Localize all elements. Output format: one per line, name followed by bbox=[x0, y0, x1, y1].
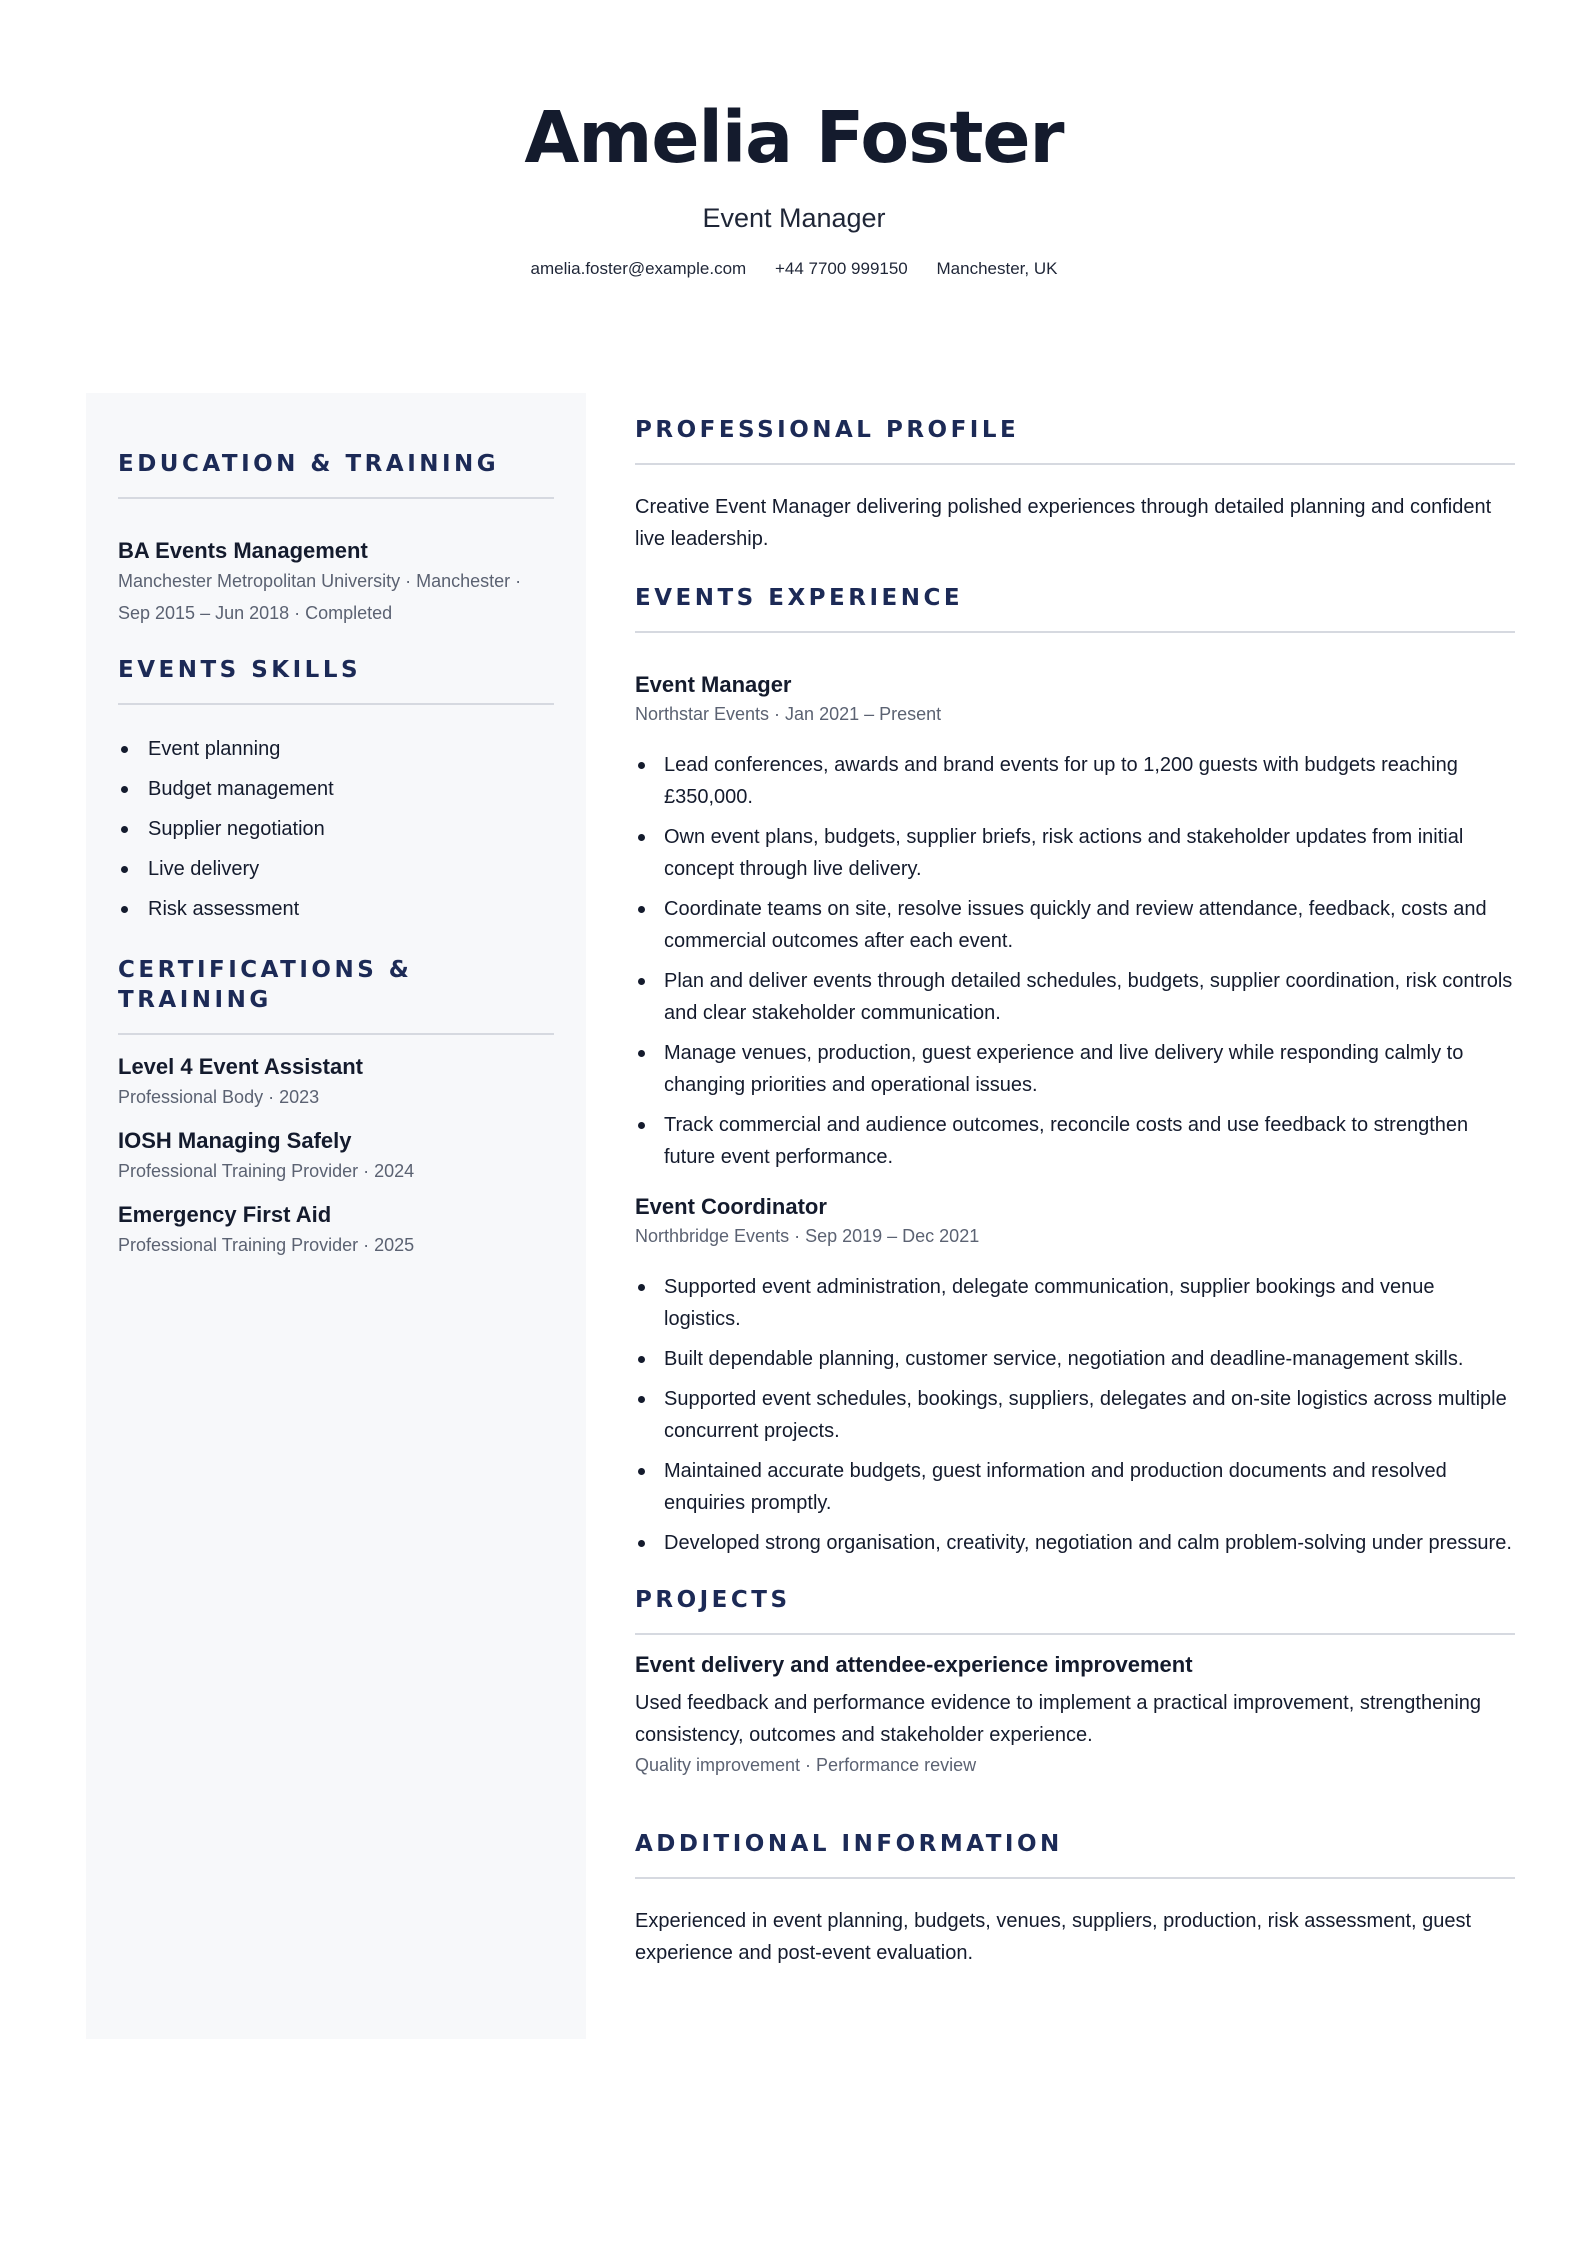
degree-details: Manchester Metropolitan University · Manchester · Sep 2015 – Jun 2018 · Completed bbox=[118, 571, 522, 623]
certification-item bbox=[118, 1201, 554, 1261]
certification-name: Level 4 Event Assistant bbox=[118, 1054, 363, 1079]
additional-heading: ADDITIONAL INFORMATION bbox=[635, 1829, 1515, 1879]
profile-text: Creative Event Manager delivering polished experiences through detailed planning and confident live leadership. bbox=[635, 496, 1492, 550]
skill-item: Live delivery bbox=[118, 849, 554, 889]
job-bullets bbox=[635, 1271, 1515, 1559]
job-bullet: Manage venues, production, guest experience and live delivery while responding calmly to changing priorities and operational issues. bbox=[635, 1037, 1515, 1101]
job-bullet: Supported event schedules, bookings, suppliers, delegates and on-site logistics across multiple concurrent projects. bbox=[635, 1383, 1515, 1447]
contact-location: Manchester, UK bbox=[936, 259, 1058, 278]
job-meta: Northbridge Events · Sep 2019 – Dec 2021 bbox=[635, 1226, 980, 1246]
additional-text: Experienced in event planning, budgets, venues, suppliers, production, risk assessment, guest experience and post-event evaluation. bbox=[635, 1910, 1472, 1964]
projects-heading: PROJECTS bbox=[635, 1585, 1515, 1635]
experience-heading: EVENTS EXPERIENCE bbox=[635, 583, 1515, 633]
job-bullet: Built dependable planning, customer service, negotiation and deadline-management skills. bbox=[635, 1343, 1515, 1375]
candidate-name: Amelia Foster bbox=[524, 96, 1064, 179]
contact-line bbox=[0, 258, 1588, 280]
job-bullet: Plan and deliver events through detailed schedules, budgets, supplier coordination, risk controls and clear stakeholder communication. bbox=[635, 965, 1515, 1029]
certifications-section bbox=[118, 955, 554, 1261]
profile-section bbox=[635, 415, 1515, 555]
project-description: Used feedback and performance evidence to implement a practical improvement, strengthening consistency, outcomes and stakeholder experience. bbox=[635, 1692, 1482, 1746]
job-bullet: Track commercial and audience outcomes, reconcile costs and use feedback to strengthen future event performance. bbox=[635, 1109, 1515, 1173]
job-bullet: Own event plans, budgets, supplier briefs, risk actions and stakeholder updates from initial concept through live delivery. bbox=[635, 821, 1515, 885]
certification-item bbox=[118, 1127, 554, 1187]
education-section bbox=[118, 449, 554, 629]
job-bullet: Coordinate teams on site, resolve issues quickly and review attendance, feedback, costs and commercial outcomes after each event. bbox=[635, 893, 1515, 957]
contact-phone[interactable]: +44 7700 999150 bbox=[774, 259, 908, 278]
skill-item: Event planning bbox=[118, 729, 554, 769]
candidate-role: Event Manager bbox=[702, 203, 886, 233]
certification-meta: Professional Training Provider · 2024 bbox=[118, 1161, 415, 1181]
projects-section bbox=[635, 1585, 1515, 1779]
job-meta: Northstar Events · Jan 2021 – Present bbox=[635, 704, 942, 724]
main-column bbox=[635, 415, 1515, 1969]
project-tags: Quality improvement · Performance review bbox=[635, 1755, 977, 1775]
certification-meta: Professional Training Provider · 2025 bbox=[118, 1235, 415, 1255]
certification-name: Emergency First Aid bbox=[118, 1202, 332, 1227]
education-heading: EDUCATION & TRAINING bbox=[118, 449, 554, 499]
certification-name: IOSH Managing Safely bbox=[118, 1128, 352, 1153]
job-bullet: Lead conferences, awards and brand events for up to 1,200 guests with budgets reaching £350,000. bbox=[635, 749, 1515, 813]
project-title: Event delivery and attendee-experience improvement bbox=[635, 1652, 1193, 1677]
experience-section bbox=[635, 583, 1515, 1559]
job-title: Event Coordinator bbox=[635, 1194, 827, 1219]
profile-heading: PROFESSIONAL PROFILE bbox=[635, 415, 1515, 465]
job-entry bbox=[635, 671, 1515, 1173]
job-entry bbox=[635, 1193, 1515, 1559]
job-bullets bbox=[635, 749, 1515, 1173]
skill-item: Budget management bbox=[118, 769, 554, 809]
certifications-heading: CERTIFICATIONS & TRAINING bbox=[118, 955, 554, 1035]
additional-section bbox=[635, 1829, 1515, 1969]
job-bullet: Maintained accurate budgets, guest information and production documents and resolved enquiries promptly. bbox=[635, 1455, 1515, 1519]
skills-list bbox=[118, 729, 554, 929]
degree-title: BA Events Management bbox=[118, 538, 368, 563]
certification-meta: Professional Body · 2023 bbox=[118, 1087, 320, 1107]
contact-email[interactable]: amelia.foster@example.com bbox=[530, 259, 747, 278]
sidebar bbox=[86, 393, 586, 2039]
skills-section bbox=[118, 655, 554, 929]
skills-heading: EVENTS SKILLS bbox=[118, 655, 554, 705]
skill-item: Risk assessment bbox=[118, 889, 554, 929]
resume-header bbox=[0, 88, 1588, 280]
skill-item: Supplier negotiation bbox=[118, 809, 554, 849]
certification-item bbox=[118, 1053, 554, 1113]
job-bullet: Developed strong organisation, creativity, negotiation and calm problem-solving under pressure. bbox=[635, 1527, 1515, 1559]
job-title: Event Manager bbox=[635, 672, 792, 697]
job-bullet: Supported event administration, delegate communication, supplier bookings and venue logistics. bbox=[635, 1271, 1515, 1335]
